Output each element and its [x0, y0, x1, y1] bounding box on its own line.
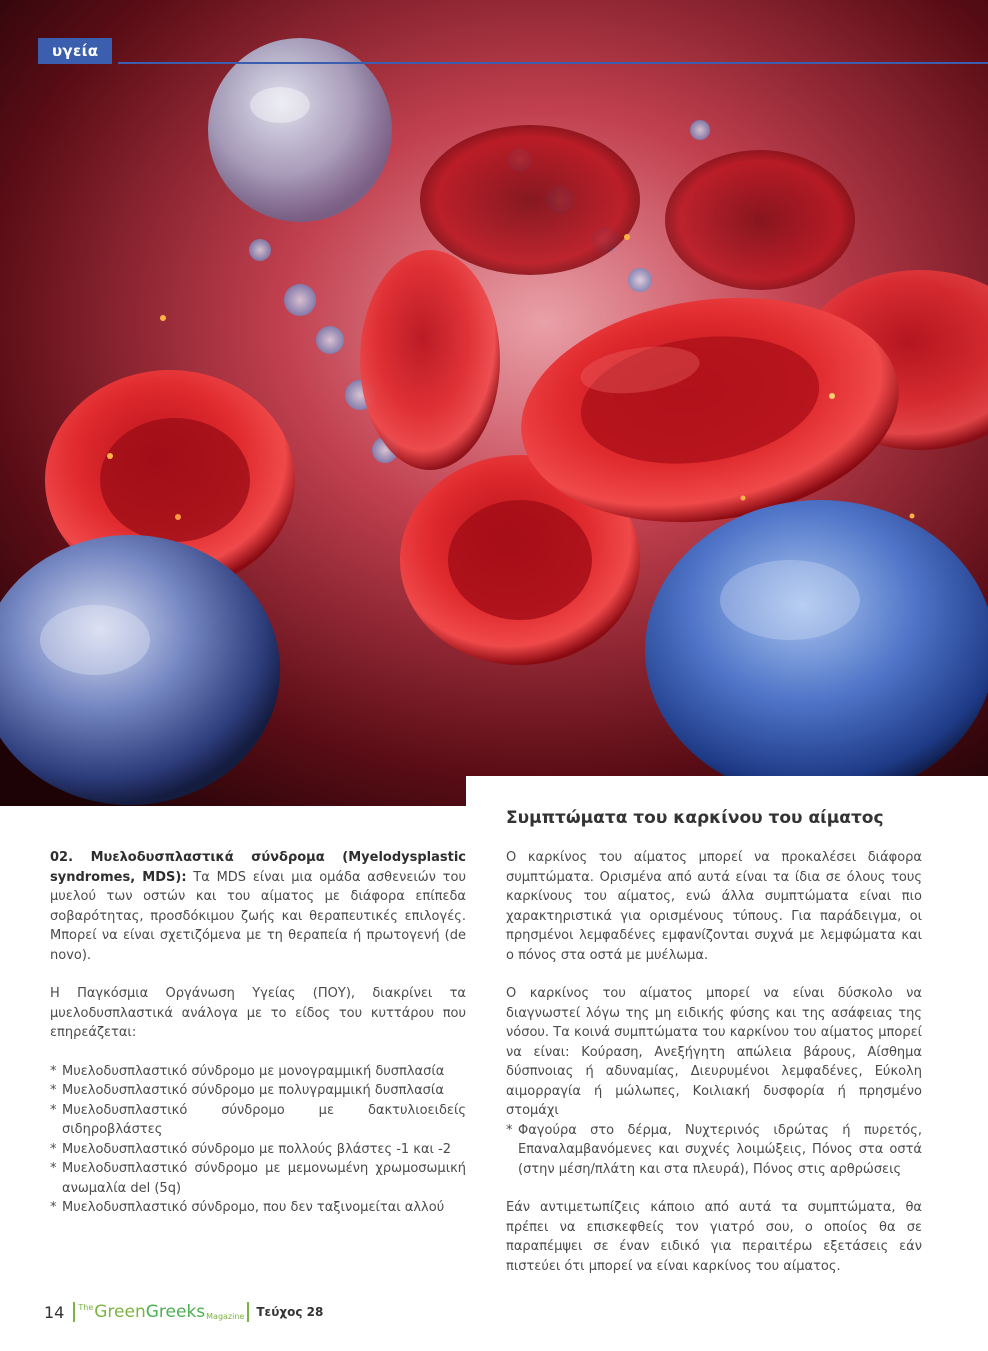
- list-item: * Μυελοδυσπλαστικό σύνδρομο με πολλούς βλάστες -1 και -2: [50, 1141, 452, 1157]
- footer-divider: [73, 1302, 75, 1322]
- page-number: 14: [44, 1302, 65, 1322]
- mds-intro-body: Τα MDS είναι μια ομάδα ασθενειών του μυελού των οστών και του αίματος με διάφορα επίπεδα σοβαρότητας, προσδόκιμου ζωής και θεραπευτικές επιλογές. Μπορεί να είναι σχετιζόμενα με τη θεραπεία ή πρωτογενή (de novo).: [50, 869, 466, 963]
- symptoms-list: [506, 1121, 922, 1180]
- page-footer: [44, 1300, 323, 1324]
- mds-intro-paragraph: [50, 848, 466, 965]
- symptoms-paragraph-1: Ο καρκίνος του αίματος μπορεί να προκαλέσει διάφορα συμπτώματα. Ορισμένα από αυτά είναι τα ίδια σε όλους τους καρκίνους του αίματος, ενώ άλλα συμπτώματα είναι πιο χαρακτηριστικά για ορισμένους τύπους. Για παράδειγμα, οι πρησμένοι λεμφαδένες εμφανίζονται συχνά με λεμφώματα και ο πόνος στα οστά με μυέλωμα.: [506, 850, 922, 963]
- list-item: * Μυελοδυσπλαστικό σύνδρομο με μονογραμμική δυσπλασία: [50, 1063, 445, 1079]
- list-item: * Μυελοδυσπλαστικό σύνδρομο με πολυγραμμική δυσπλασία: [50, 1083, 444, 1098]
- symptoms-heading: Συμπτώματα του καρκίνου του αίματος: [506, 808, 884, 828]
- list-item: * Φαγούρα στο δέρμα, Νυχτερινός ιδρώτας ή πυρετός, Επαναλαμβανόμενες και συχνές λοιμώξεις, Πόνος στα οστά (στην μέση/πλάτη και στα πλευρά), Πόνος στις αρθρώσεις: [506, 1122, 922, 1177]
- symptoms-paragraph-3: Εάν αντιμετωπίζεις κάποιο από αυτά τα συμπτώματα, θα πρέπει να επισκεφθείς τον γιατρό σου, ο οποίος θα σε παραπέμψει σε έναν ειδικό για περαιτέρω εξετάσεις εάν πιστεύει ότι μπορεί να είναι καρκίνος του αίματος.: [506, 1200, 922, 1274]
- mds-types-list: [50, 1062, 466, 1218]
- symptoms-paragraph-2: Ο καρκίνος του αίματος μπορεί να είναι δύσκολο να διαγνωστεί λόγω της μη ειδικής φύσης και της ασάφειας της νόσου. Τα κοινά συμπτώματα του καρκίνου του αίματος μπορεί να είναι: Κούραση, Ανεξήγητη απώλεια βάρους, Αίσθημα δύσπνοιας ή αδυναμίας, Διευρυμένοι λεμφαδένες, Εύκολη αιμορραγία ή μώλωπες, Κοιλιακή δυσφορία ή πρησμένο στομάχι: [506, 986, 922, 1118]
- list-item: * Μυελοδυσπλαστικό σύνδρομο με μεμονωμένη χρωμοσωμική ανωμαλία del (5q): [50, 1161, 466, 1196]
- header-rule: [118, 62, 988, 64]
- footer-divider: [247, 1302, 249, 1322]
- issue-number: Τεύχος 28: [256, 1305, 324, 1319]
- mds-title: 02. Μυελοδυσπλαστικά σύνδρομα (Myelodysplastic syndromes, MDS):: [50, 850, 466, 885]
- section-tag: υγεία: [38, 38, 112, 64]
- right-column: [506, 848, 922, 1295]
- list-item: * Μυελοδυσπλαστικό σύνδρομο, που δεν ταξινομείται αλλού: [50, 1200, 445, 1215]
- magazine-logo: The Green Greeks Magazine: [78, 1301, 245, 1322]
- left-column: [50, 848, 466, 1218]
- list-item: * Μυελοδυσπλαστικό σύνδρομο με δακτυλιοειδείς σιδηροβλάστες: [50, 1102, 466, 1137]
- who-paragraph: Η Παγκόσμια Οργάνωση Υγείας (ΠΟΥ), διακρίνει τα μυελοδυσπλαστικά ανάλογα με το είδος του κυττάρου που επηρεάζεται:: [50, 986, 466, 1040]
